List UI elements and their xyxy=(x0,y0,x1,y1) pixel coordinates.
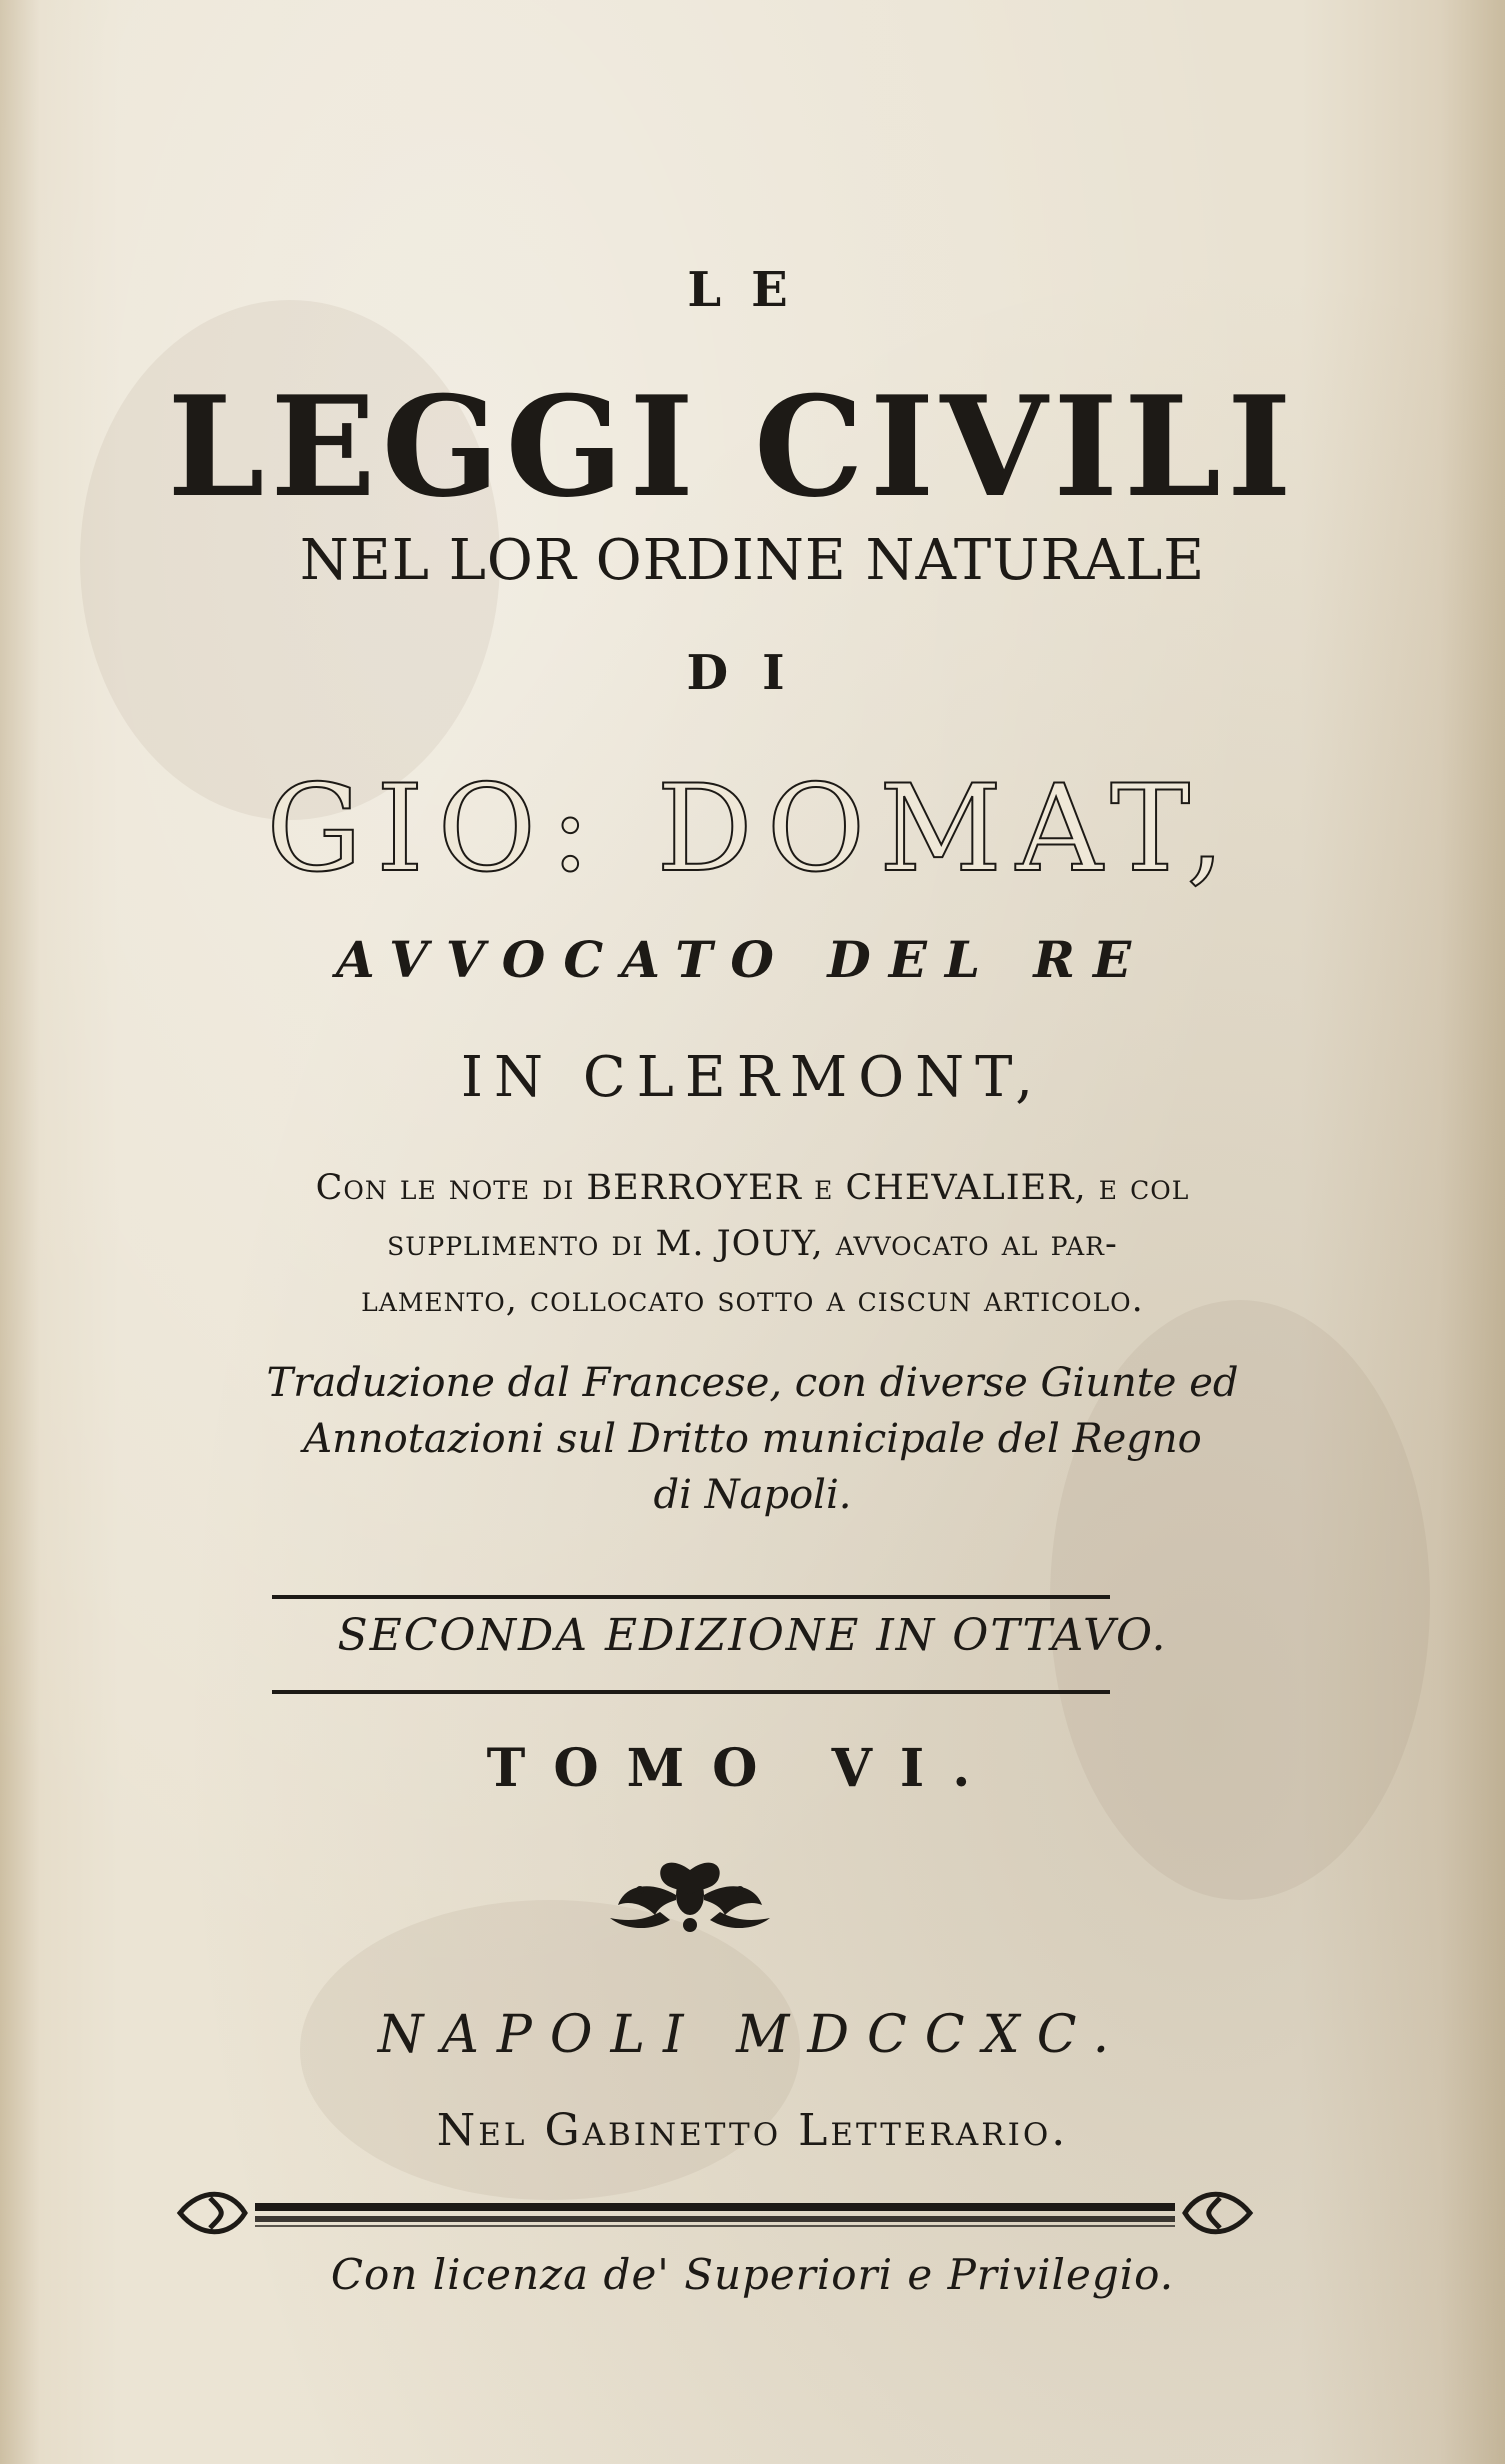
author-name: GIO: DOMAT, xyxy=(266,760,1239,899)
edition-statement: SECONDA EDIZIONE IN OTTAVO. xyxy=(337,1610,1168,1661)
imprint-city-date: NAPOLI MDCCXC. xyxy=(377,2005,1128,2065)
notes-line: Con le note di BERROYER e CHEVALIER, e col xyxy=(315,1168,1190,1208)
translation-line: Traduzione dal Francese, con diverse Giunte ed xyxy=(266,1360,1239,1406)
translation-block xyxy=(0,1355,1505,1523)
notes-block xyxy=(0,1160,1505,1328)
title-article: LE xyxy=(687,262,818,318)
licence-statement: Con licenza de' Superiori e Privilegio. xyxy=(330,2250,1175,2299)
author-place: IN CLERMONT, xyxy=(460,1045,1045,1110)
notes-line: lamento, collocato sotto a ciscun articolo. xyxy=(361,1280,1144,1320)
decorative-border-icon xyxy=(170,2183,1260,2243)
book-title: LEGGI CIVILI xyxy=(167,365,1298,528)
divider-rule xyxy=(272,1690,1110,1694)
translation-line: di Napoli. xyxy=(653,1472,852,1518)
volume-number: TOMO VI. xyxy=(486,1738,999,1799)
notes-line: supplimento di M. JOUY, avvocato al par- xyxy=(387,1224,1118,1264)
divider-rule xyxy=(272,1595,1110,1599)
author-office: AVVOCATO DEL RE xyxy=(335,930,1150,989)
by-line: DI xyxy=(686,645,819,701)
fleuron-ornament-icon xyxy=(600,1850,780,1940)
imprint-printer: Nel Gabinetto Letterario. xyxy=(436,2105,1069,2156)
translation-line: Annotazioni sul Dritto municipale del Regno xyxy=(303,1416,1202,1462)
book-subtitle: NEL LOR ORDINE NATURALE xyxy=(299,528,1206,593)
